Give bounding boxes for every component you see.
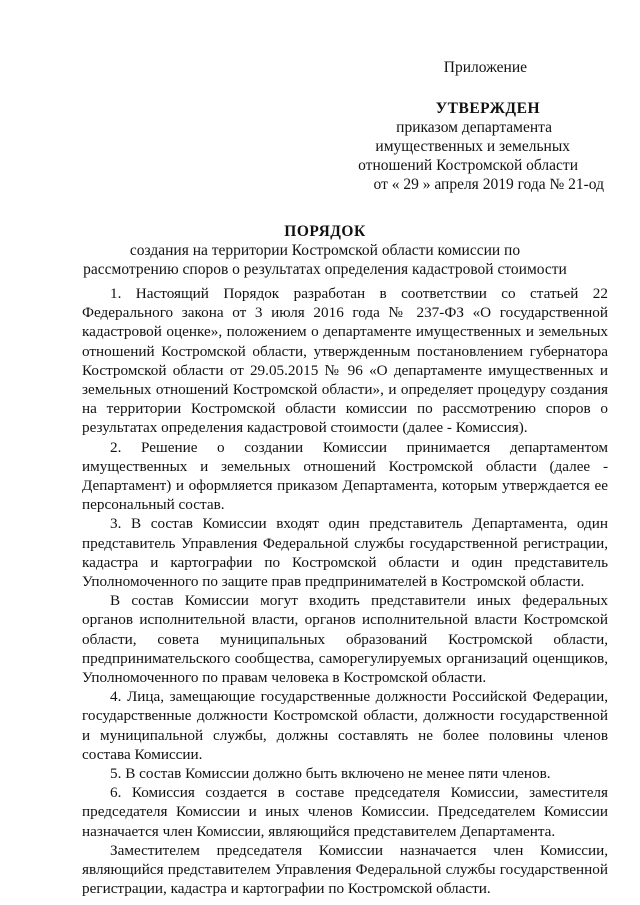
document-title-block — [60, 222, 590, 279]
approval-stamp-block — [300, 58, 610, 194]
paragraph-1: 1. Настоящий Порядок разработан в соответствии со статьей 22 Федерального закона от 3 июля 2016 года № 237-ФЗ «О государственной кадастровой оценке», положением о департаменте имущественных и земельных отношений Костромской области, утвержденным постановлением губернатора Костромской области от 29.05.2015 № 96 «О департаменте имущественных и земельных отношений Костромской области», и определяет процедуру создания на территории Костромской области комиссии по рассмотрению споров о результатах определения кадастровой стоимости (далее - Комиссия). — [82, 285, 608, 437]
annex-label: Приложение — [443, 59, 527, 76]
document-subtitle-line-1: создания на территории Костромской области комиссии по — [129, 242, 521, 259]
paragraph-6: 6. Комиссия создается в составе председателя Комиссии, заместителя председателя Комиссии и иных членов Комиссии. Председателем Комиссии назначается член Комиссии, являющийся представителем Департамента. — [82, 784, 608, 840]
approval-date-number: от « 29 » апреля 2019 года № 21-од — [373, 176, 604, 193]
paragraph-6-continued: Заместителем председателя Комиссии назначается член Комиссии, являющийся представителем Управления Федеральной службы государственной регистрации, кадастра и картографии по Костромской области. — [82, 841, 608, 898]
document-subtitle-line-2: рассмотрению споров о результатах определения кадастровой стоимости — [83, 261, 567, 278]
paragraph-5: 5. В состав Комиссии должно быть включено не менее пяти членов. — [110, 765, 551, 783]
document-body — [82, 284, 608, 899]
approval-line-3: отношений Костромской области — [358, 157, 578, 174]
approval-line-1: приказом департамента — [396, 119, 552, 136]
document-title: ПОРЯДОК — [284, 223, 366, 240]
approval-line-2: имущественных и земельных — [375, 138, 570, 155]
paragraph-3-continued: В состав Комиссии могут входить представители иных федеральных органов исполнительной власти, органов исполнительной власти Костромской области, совета муниципальных образований Костромской области, предпринимательского сообщества, саморегулируемых организаций оценщиков, Уполномоченного по правам человека в Костромской области. — [82, 592, 608, 687]
approved-heading: УТВЕРЖДЕН — [435, 100, 540, 117]
paragraph-2: 2. Решение о создании Комиссии принимается департаментом имущественных и земельных отношений Костромской области (далее - Департамент) и оформляется приказом Департамента, которым утверждается ее персональный состав. — [82, 438, 608, 514]
paragraph-4: 4. Лица, замещающие государственные должности Российской Федерации, государственные должности Костромской области, должности государственной и муниципальной службы, должны составлять не более половины членов состава Комиссии. — [82, 688, 608, 763]
paragraph-3: 3. В состав Комиссии входят один представитель Департамента, один представитель Управления Федеральной службы государственной регистрации, кадастра и картографии по Костромской области и один представитель Уполномоченного по защите прав предпринимателей в Костромской области. — [82, 515, 608, 591]
